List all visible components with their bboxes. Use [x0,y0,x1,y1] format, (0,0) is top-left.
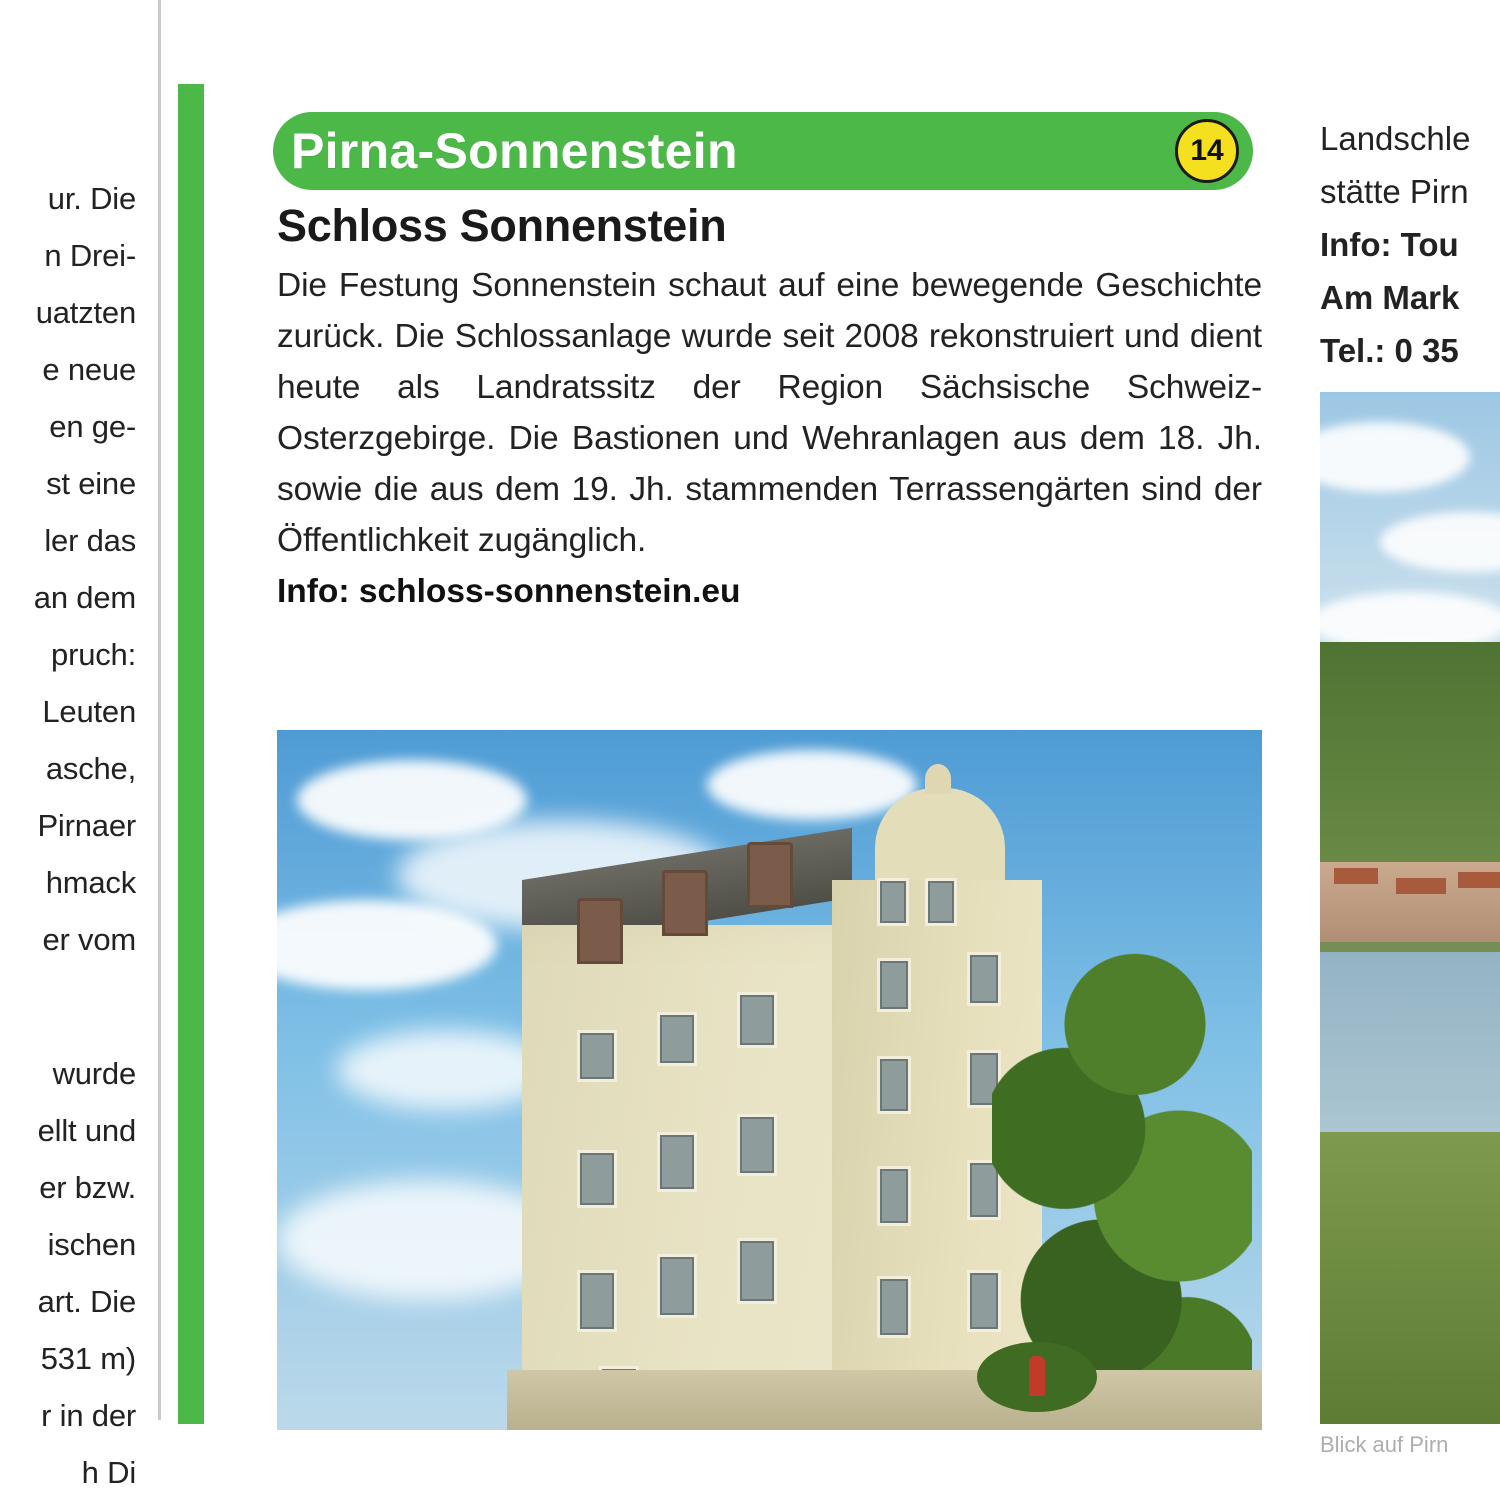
left-line: r in der [41,1398,136,1433]
article-header-bar [273,112,1253,190]
left-line: en ge- [49,409,136,444]
person-shape [1029,1356,1045,1396]
cloud-shape [707,750,917,820]
window-shape [737,992,777,1048]
dormer-shape [747,842,793,908]
status-badge: 14 [1175,119,1239,183]
article-info-link[interactable]: Info: schloss-sonnenstein.eu [277,573,741,610]
green-sidebar-accent [178,84,204,1424]
window-shape [737,1114,777,1176]
left-line: st eine [46,466,136,501]
left-line: pruch: [51,637,136,672]
window-shape [657,1012,697,1066]
left-line: ler das [44,523,136,558]
left-line: n Drei- [44,238,136,273]
article-paragraph: Die Festung Sonnenstein schaut auf eine bewegende Geschichte zurück. Die Schlossanlage wurde seit 2008 rekonstruiert und dient heute als Landratssitz der Region Sächsische Schweiz-Osterzgebirge. Die Bastionen und Wehranlagen aus dem 18. Jh. sowie die aus dem 19. Jh. stammenden Terrassengärten sind der Öffentlichkeit zugänglich. [277,267,1262,559]
roof-shape [1458,872,1500,888]
hillside-shape [1320,642,1500,882]
left-line: ellt und [37,1113,136,1148]
photo-caption: Blick auf Pirn [1320,1432,1449,1457]
article-subtitle: Schloss Sonnenstein [277,200,727,251]
right-text-column [1300,0,1500,1500]
right-line-bold: Tel.: 0 35 [1320,332,1459,369]
left-line: ischen [47,1227,136,1262]
article-photo [277,730,1262,1430]
window-shape [577,1150,617,1208]
gable-shape [875,788,1005,888]
left-line: hmack [45,865,136,900]
dormer-shape [662,870,708,936]
window-shape [877,1056,911,1114]
window-shape [577,1270,617,1332]
roof-shape [1396,878,1446,894]
left-line: er bzw. [39,1170,136,1205]
left-line: art. Die [37,1284,136,1319]
article-body [277,200,1262,616]
left-line: Pirnaer [37,808,136,843]
gable-finial-shape [925,764,951,794]
left-line: uatzten [35,295,136,330]
right-column-photo [1320,392,1500,1424]
window-shape [877,1166,911,1226]
column-divider [158,0,161,1420]
left-line: er vom [42,922,136,957]
article-card [273,0,1263,1500]
left-line: wurde [52,1056,136,1091]
window-shape [577,1030,617,1082]
left-line: an dem [33,580,136,615]
window-shape [877,958,911,1012]
left-line: ur. Die [47,181,136,216]
left-line: 531 m) [40,1341,136,1376]
wall-shape [507,1370,1262,1430]
left-column-top-fragment [0,170,140,968]
right-line: Landschle [1320,120,1471,157]
roof-shape [1334,868,1378,884]
left-column-bottom-fragment [0,1045,140,1500]
window-shape [657,1254,697,1318]
left-line: e neue [42,352,136,387]
window-shape [737,1238,777,1304]
right-column-fragment [1320,112,1500,377]
dormer-shape [577,898,623,964]
left-text-column [0,0,140,1500]
riverbank-shape [1320,1132,1500,1424]
window-shape [657,1132,697,1192]
window-shape [925,878,957,926]
right-line: stätte Pirn [1320,173,1469,210]
river-shape [1320,952,1500,1142]
window-shape [877,1276,911,1338]
right-line-bold: Info: Tou [1320,226,1459,263]
page-title: Pirna-Sonnenstein [291,123,738,179]
window-shape [877,878,909,926]
left-line: asche, [45,751,136,786]
left-line: Leuten [42,694,136,729]
right-line-bold: Am Mark [1320,279,1460,316]
left-line: h Di [81,1455,136,1490]
